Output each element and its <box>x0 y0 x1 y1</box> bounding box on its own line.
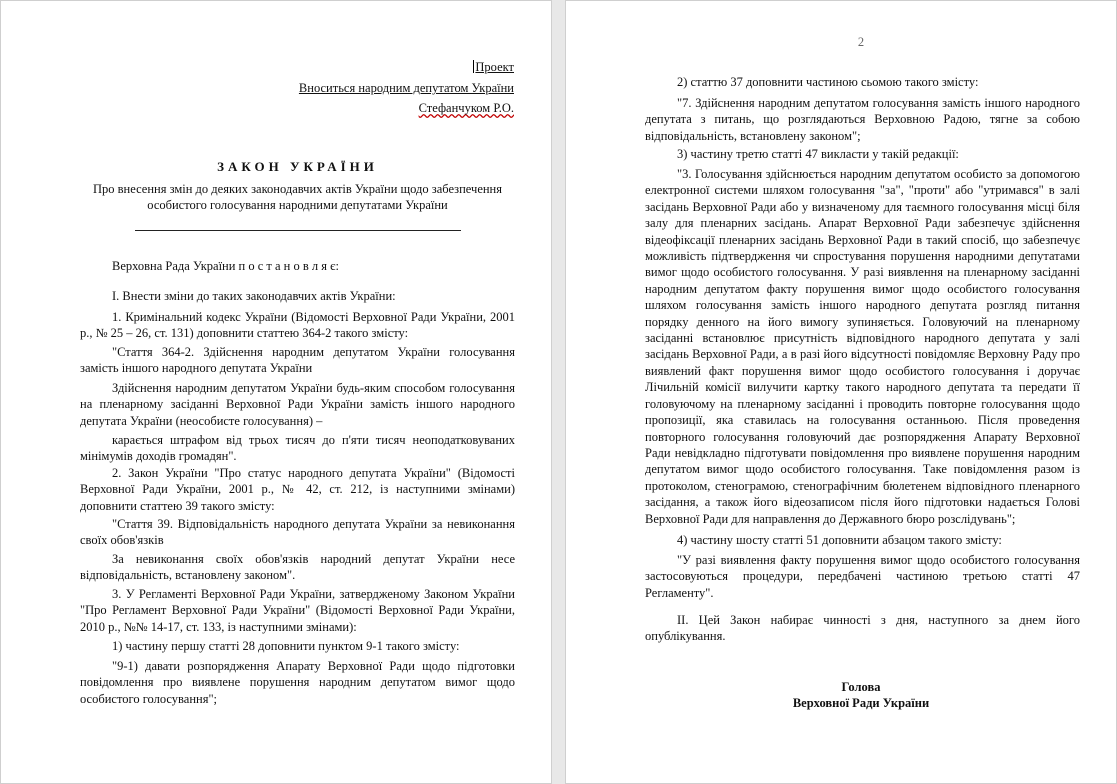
item-3-1-text: "9-1) давати розпорядження Апарату Верховної Ради щодо підготовки повідомлення про виявлене порушення народним депутатом вимог щодо особистого голосування"; <box>80 659 515 706</box>
item-3-2: 2) статтю 37 доповнити частиною сьомою такого змісту: <box>677 75 979 89</box>
item-3-1: 1) частину першу статті 28 доповнити пунктом 9-1 такого змісту: <box>112 639 460 653</box>
item-3-3: 3) частину третю статті 47 викласти у такій редакції: <box>677 147 959 161</box>
author-label: Стефанчуком Р.О. <box>418 101 514 115</box>
article-39-text: За невиконання своїх обов'язків народний депутат України несе відповідальність, встановлену законом". <box>80 552 515 583</box>
signature-line1: Голова <box>841 680 881 694</box>
title-divider <box>135 230 461 231</box>
project-label: Проект <box>475 60 514 74</box>
item-1-criminal-code: 1. Кримінальний кодекс України (Відомості Верховної Ради України, 2001 р., № 25 – 26, ст. 131) доповнити статтею 364-2 такого змісту: <box>80 310 515 341</box>
signature-line2: Верховної Ради України <box>792 696 930 710</box>
article-364-2-penalty: карається штрафом від трьох тисяч до п'яти тисяч неоподатковуваних мінімумів доходів громадян". <box>80 433 515 464</box>
document-page-2[interactable] <box>565 0 1117 784</box>
document-title: ЗАКОН УКРАЇНИ <box>217 159 378 174</box>
page-number: 2 <box>857 35 865 49</box>
article-364-2-text: Здійснення народним депутатом України будь-яким способом голосування на пленарному засіданні Верховної Ради України замість іншого народного депутата України (неособисте голосування) – <box>80 381 515 428</box>
document-subtitle-line2: особистого голосування народними депутатами України <box>147 198 448 212</box>
document-subtitle-line1: Про внесення змін до деяких законодавчих актів України щодо забезпечення <box>92 182 502 196</box>
preamble: Верховна Рада України п о с т а н о в л я є: <box>112 259 339 273</box>
item-3-2-text: "7. Здійснення народним депутатом голосування замість іншого народного депутата з питань, що розглядаються Верховною Радою, тягне за собою відповідальність, встановлену законом"; <box>645 96 1080 143</box>
item-3-4: 4) частину шосту статті 51 доповнити абзацом такого змісту: <box>677 533 1002 547</box>
article-364-2-title: "Стаття 364-2. Здійснення народним депутатом України голосування замість іншого народного депутата України <box>80 345 515 376</box>
item-2-deputy-status-law: 2. Закон України "Про статус народного депутата України" (Відомості Верховної Ради України, 2001 р., № 42, ст. 212, із наступними змінами) доповнити статтею 39 такого змісту: <box>80 466 515 513</box>
article-39-title: "Стаття 39. Відповідальність народного депутата України за невиконання своїх обов'язків <box>80 517 515 548</box>
item-3-4-text: "У разі виявлення факту порушення вимог щодо особистого голосування застосовуються процедури, передбачені частиною третьою статті 47 Регламенту". <box>645 553 1080 600</box>
submitted-by-label: Вноситься народним депутатом України <box>298 81 514 95</box>
item-3-3-text: "3. Голосування здійснюється народним депутатом особисто за допомогою електронної системи шляхом голосування "за", "проти" або "утримався" в залі засідань Верховної Ради або у визначеному для таємного голосування місці біля залу для пленарних засідань. Апарат Верховної Ради забезпечує здійснення відеофіксації пленарних засідань Верховної Ради в такий спосіб, що забезпечує можливість підтвердження чи спростування порушення народними депутатами вимог щодо особистого голосування. У разі виявлення на пленарному засіданні народним депутатом факту порушення вимог щодо особистого голосування шляхом голосування замість іншого народного депутата розгляд питання порядку денного на його вимогу зупиняється. Головуючий на пленарному засіданні встановлює присутність відповідного народного депутата у залі засідань Верховної Ради, а в разі його відсутності повідомляє Верховну Раду про виявлений факт порушення вимог щодо особистого голосування і доручає Лічильній комісії вилучити картку такого народного депутата та передати її головуючому на пленарному засіданні і проводить повторне голосування щодо пропозиції, яка ставилась на голосування останньою. Після проведення повторного голосування головуючий дає розпорядження Апарату Верховної Ради невідкладно підготувати повідомлення про виявлене порушення народним депутатом вимог щодо особистого голосування. Таке повідомлення разом із протоколом, стенограмою, стенографічним бюлетенем відповідного пленарного засідання, а також його відеозаписом після його підготовки надається Голові Верховної Ради для направлення до Державного бюро розслідувань"; <box>645 167 1080 526</box>
section-2-heading: ІІ. Цей Закон набирає чинності з дня, наступного за днем його опублікування. <box>645 613 1080 644</box>
section-1-heading: І. Внести зміни до таких законодавчих актів України: <box>112 289 396 303</box>
document-page-1[interactable] <box>0 0 552 784</box>
item-3-reglament: 3. У Регламенті Верховної Ради України, затвердженому Законом України "Про Регламент Верховної Ради України" (Відомості Верховної Ради України, 2010 р., №№ 14-17, ст. 133, із наступними змінами): <box>80 587 515 634</box>
